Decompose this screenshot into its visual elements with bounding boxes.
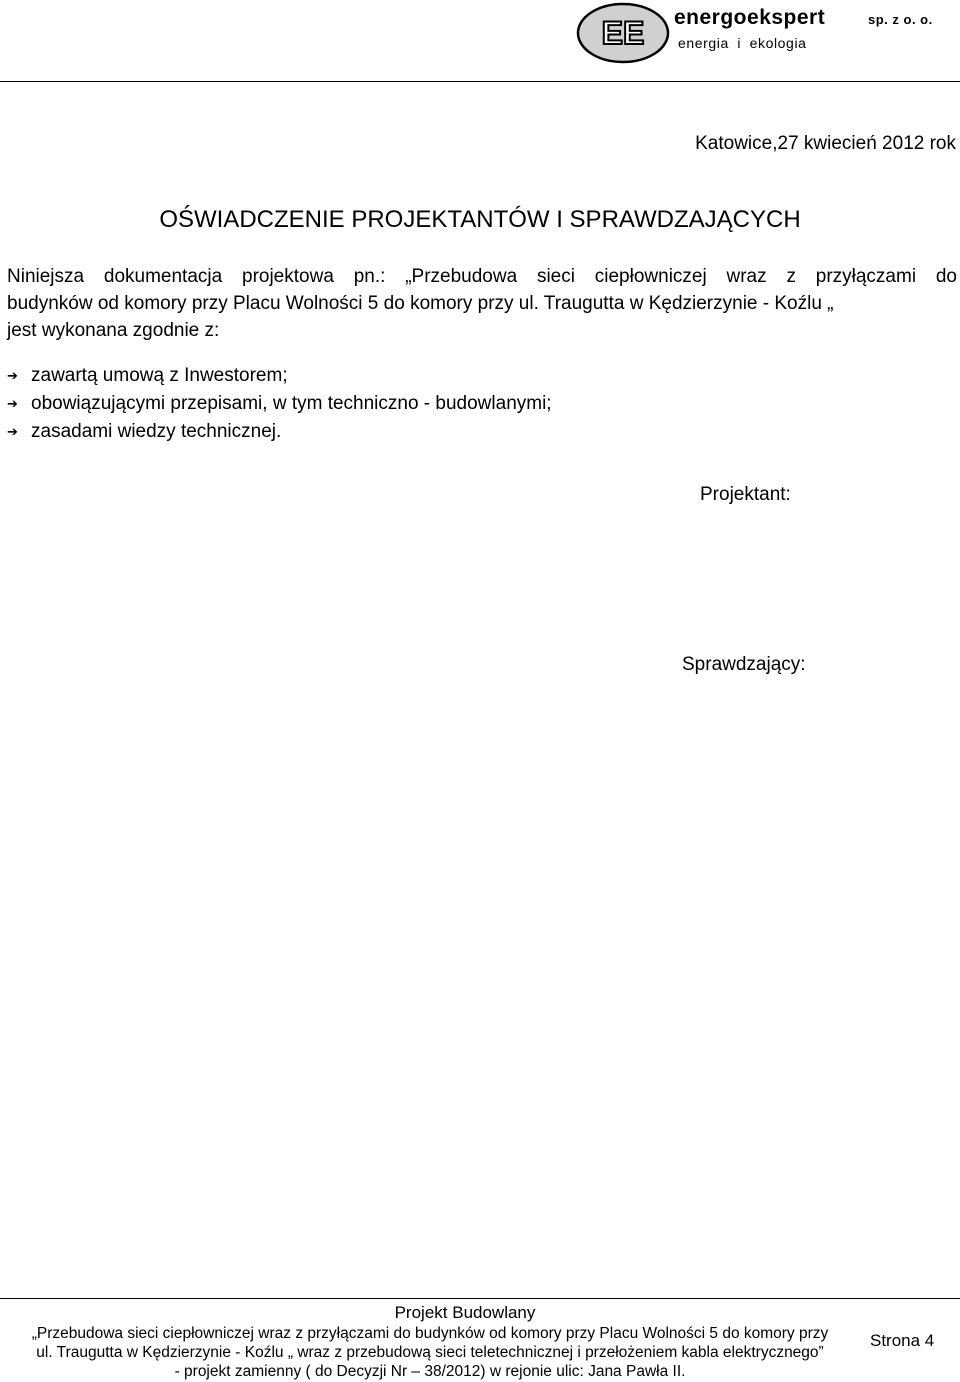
arrow-right-icon: ➔ bbox=[7, 396, 18, 411]
date-line: Katowice,27 kwiecień 2012 rok bbox=[695, 133, 956, 154]
list-item bbox=[7, 390, 552, 418]
list-item bbox=[7, 362, 552, 390]
page-number: Strona 4 bbox=[870, 1331, 935, 1350]
arrow-right-icon: ➔ bbox=[7, 368, 18, 383]
header-divider bbox=[0, 81, 960, 82]
arrow-right-icon: ➔ bbox=[7, 424, 18, 439]
footer-line: „Przebudowa sieci ciepłowniczej wraz z przyłączami do budynków od komory przy Placu Wolności 5 do komory przy bbox=[31, 1325, 829, 1342]
svg-text:EE: EE bbox=[601, 15, 645, 51]
company-logo bbox=[576, 2, 956, 64]
footer-project-description bbox=[0, 1324, 860, 1381]
footer-divider bbox=[0, 1298, 960, 1299]
brand-legal-form: sp. z o. o. bbox=[868, 12, 933, 27]
designer-signature-label: Projektant: bbox=[700, 484, 791, 505]
checker-signature-label: Sprawdzający: bbox=[682, 654, 806, 675]
compliance-list bbox=[7, 362, 552, 446]
footer-title: Projekt Budowlany bbox=[394, 1303, 536, 1322]
page-title: OŚWIADCZENIE PROJEKTANTÓW I SPRAWDZAJĄCYCH bbox=[159, 206, 801, 233]
footer-line: - projekt zamienny ( do Decyzji Nr – 38/2012) w rejonie ulic: Jana Pawła II. bbox=[174, 1363, 686, 1380]
declaration-paragraph bbox=[7, 263, 957, 344]
brand-tagline: energia i ekologia bbox=[678, 35, 807, 51]
list-item-text: obowiązującymi przepisami, w tym techniczno - budowlanymi; bbox=[31, 393, 552, 414]
list-item-text: zasadami wiedzy technicznej. bbox=[31, 421, 282, 442]
brand-name: energoekspert bbox=[674, 6, 826, 29]
letterhead bbox=[0, 0, 960, 84]
ee-logo-mark bbox=[576, 2, 670, 64]
list-item-text: zawartą umową z Inwestorem; bbox=[31, 365, 288, 386]
paragraph-line: Niniejsza dokumentacja projektowa pn.: „Przebudowa sieci ciepłowniczej wraz z przyłączami do bbox=[7, 266, 957, 287]
paragraph-line: budynków od komory przy Placu Wolności 5 do komory przy ul. Traugutta w Kędzierzynie - Koźlu „ bbox=[7, 293, 834, 314]
footer-line: ul. Traugutta w Kędzierzynie - Koźlu „ wraz z przebudową sieci teletechnicznej i przełożeniem kabla elektrycznego” bbox=[36, 1344, 824, 1361]
paragraph-line: jest wykonana zgodnie z: bbox=[7, 320, 220, 341]
list-item bbox=[7, 418, 552, 446]
